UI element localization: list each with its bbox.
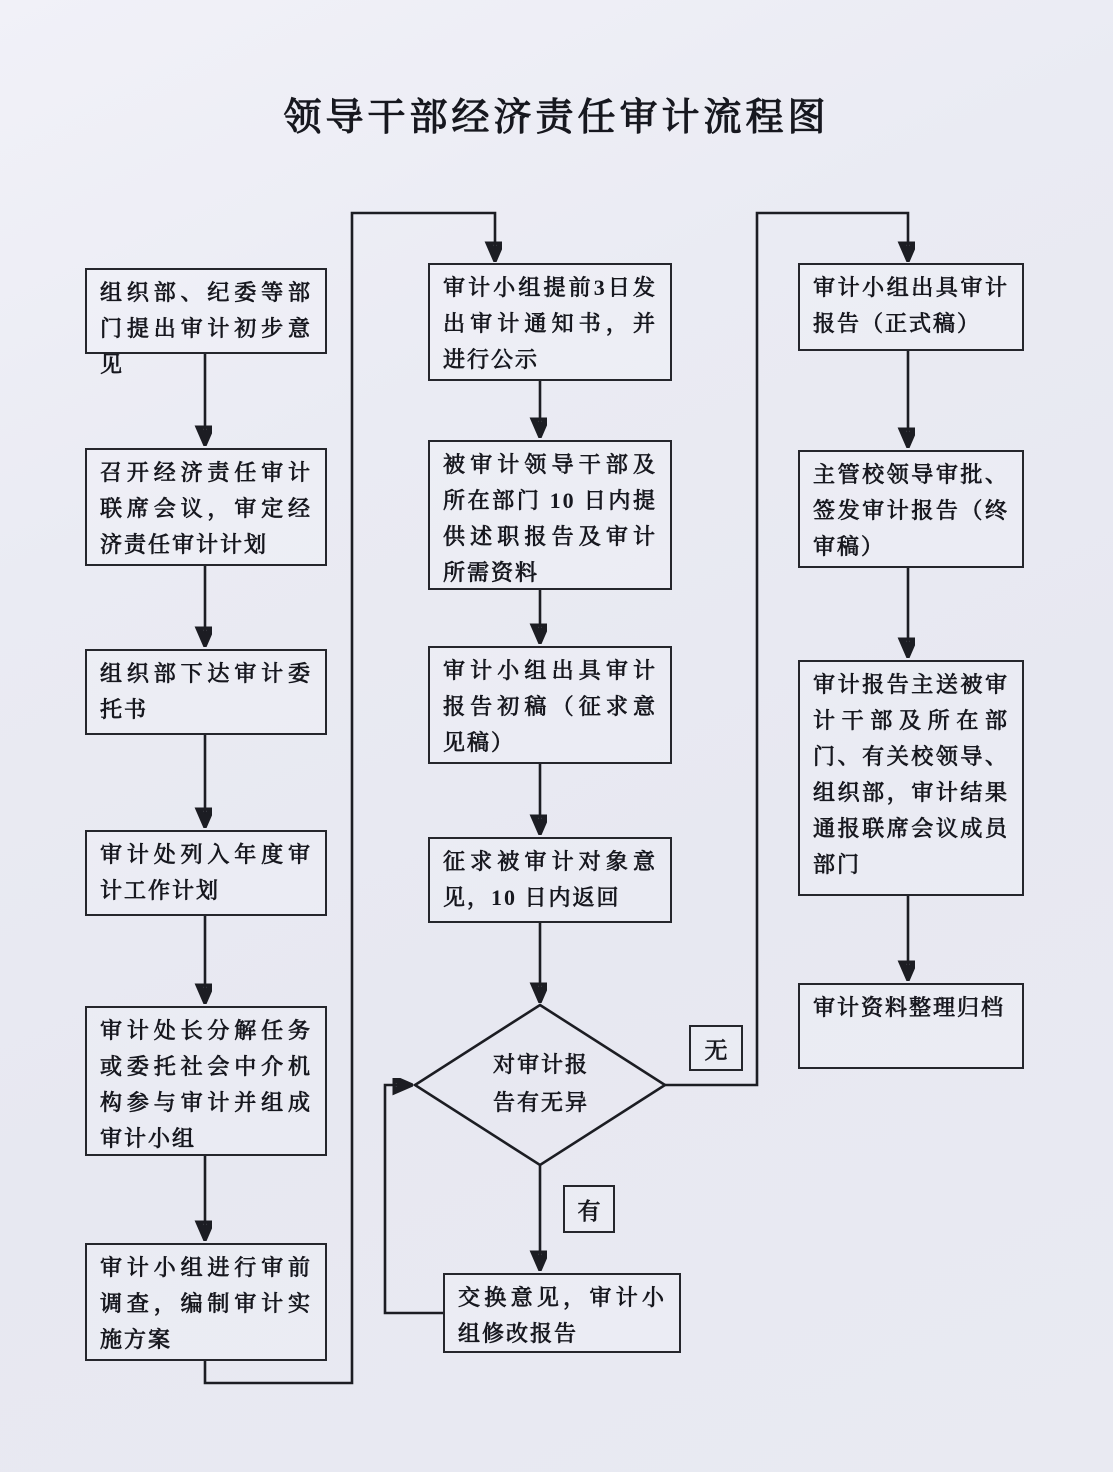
- node-leader-approval: 主管校领导审批、签发审计报告（终审稿）: [798, 450, 1024, 568]
- node-audit-notice: 审计小组提前3日发出审计通知书，并进行公示: [428, 263, 672, 381]
- node-audit-commission-letter: 组织部下达审计委托书: [85, 649, 327, 735]
- node-exchange-revise-report: 交换意见，审计小组修改报告: [443, 1273, 681, 1353]
- node-official-report: 审计小组出具审计报告（正式稿）: [798, 263, 1024, 351]
- node-report-distribution: 审计报告主送被审计干部及所在部门、有关校领导、组织部，审计结果通报联席会议成员部门: [798, 660, 1024, 896]
- arrow-l6-m1: [205, 213, 495, 1383]
- node-draft-report: 审计小组出具审计报告初稿（征求意见稿）: [428, 646, 672, 764]
- branch-label-yes-box: 有: [563, 1185, 615, 1233]
- node-task-assignment-team: 审计处长分解任务或委托社会中介机构参与审计并组成审计小组: [85, 1006, 327, 1156]
- arrow-m5-decision: [385, 1085, 443, 1313]
- node-annual-work-plan: 审计处列入年度审计工作计划: [85, 830, 327, 916]
- node-joint-meeting-plan: 召开经济责任审计联席会议，审定经济责任审计计划: [85, 448, 327, 566]
- page-title: 领导干部经济责任审计流程图: [283, 97, 830, 139]
- node-pre-audit-survey: 审计小组进行审前调查，编制审计实施方案: [85, 1243, 327, 1361]
- branch-label-no-box: 无: [689, 1025, 743, 1071]
- node-provide-materials: 被审计领导干部及所在部门 10 日内提供述职报告及审计所需资料: [428, 440, 672, 590]
- node-initial-audit-opinion: 组织部、纪委等部门提出审计初步意见: [85, 268, 327, 354]
- node-archive-materials: 审计资料整理归档: [798, 983, 1024, 1069]
- decision-label: 对审计报告有无异: [492, 1052, 589, 1115]
- node-solicit-opinions: 征求被审计对象意见，10 日内返回: [428, 837, 672, 923]
